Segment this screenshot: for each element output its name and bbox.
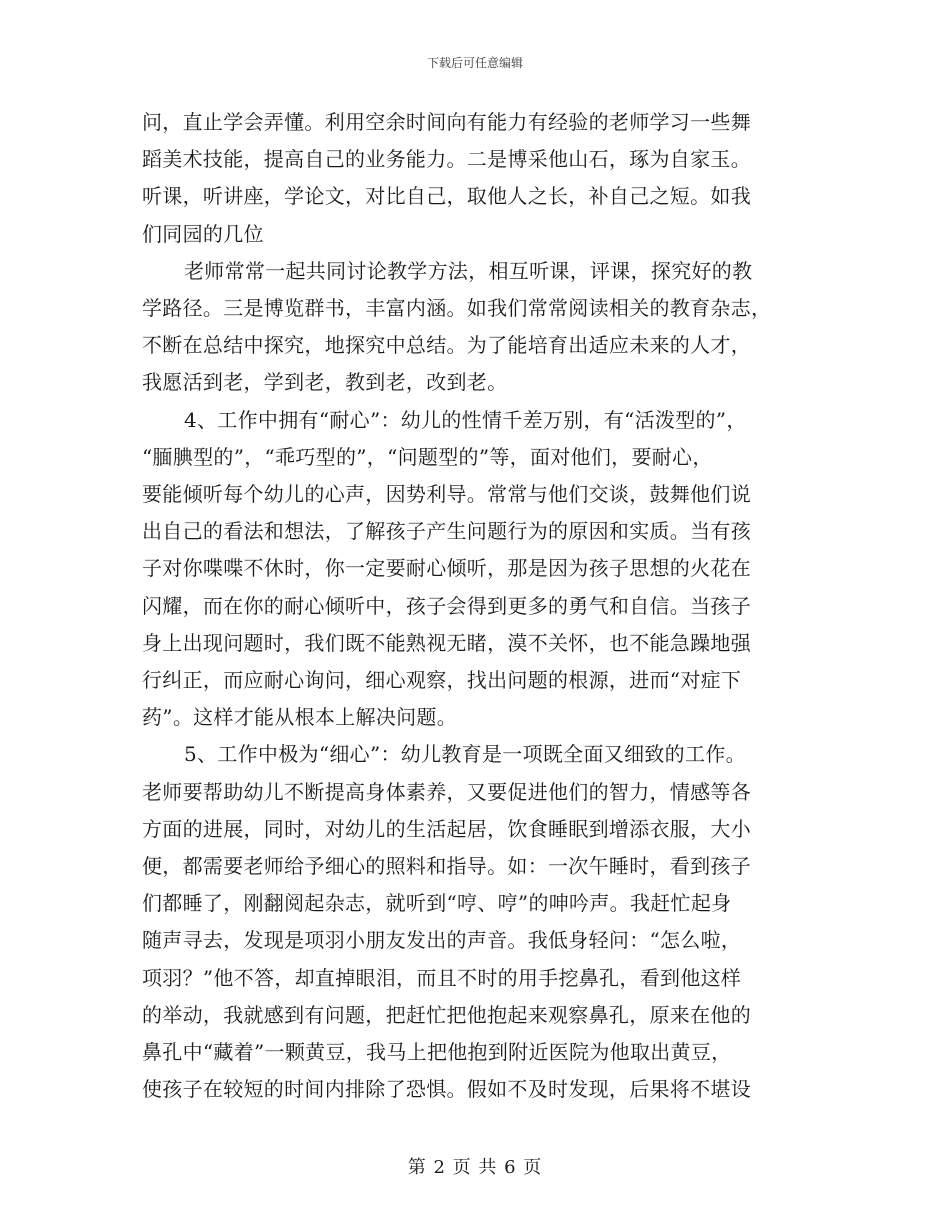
text-line: 听课，听讲座，学论文，对比自己，取他人之长，补自己之短。如我 (142, 184, 751, 209)
text-line: 老师常常一起共同讨论教学方法，相互听课，评课，探究好的教 (184, 258, 753, 283)
text-line: 学路径。三是博览群书，丰富内涵。如我们常常阅读相关的教育杂志， (142, 296, 772, 321)
text-line: 5、工作中极为“细心”：幼儿教育是一项既全面又细致的工作。 (184, 742, 746, 767)
page-number-footer: 第 2 页 共 6 页 (407, 1157, 543, 1178)
page-header: 下载后可任意编辑 (426, 56, 523, 70)
document-body (142, 104, 822, 1108)
text-line: “腼腆型的”，“乖巧型的”，“问题型的”等，面对他们，要耐心， (142, 444, 713, 469)
text-line: 药”。这样才能从根本上解决问题。 (142, 705, 458, 730)
text-line: 身上出现问题时，我们既不能熟视无睹，漠不关怀，也不能急躁地强 (142, 630, 751, 655)
text-line: 闪耀，而在你的耐心倾听中，孩子会得到更多的勇气和自信。当孩子 (142, 593, 751, 618)
text-line: 便，都需要老师给予细心的照料和指导。如：一次午睡时，看到孩子 (142, 854, 751, 879)
text-line: 们同园的几位 (142, 221, 264, 246)
text-line: 问，直止学会弄懂。利用空余时间向有能力有经验的老师学习一些舞 (142, 110, 751, 134)
text-line: 鼻孔中“藏着”一颗黄豆，我马上把他抱到附近医院为他取出黄豆， (142, 1040, 732, 1065)
text-line: 项羽？”他不答，却直掉眼泪，而且不时的用手挖鼻孔，看到他这样 (142, 965, 742, 990)
paragraph-3 (142, 402, 822, 737)
text-line: 4、工作中拥有“耐心”：幼儿的性情千差万别，有“活泼型的”， (184, 407, 747, 432)
text-line: 出自己的看法和想法，了解孩子产生问题行为的原因和实质。当有孩 (142, 519, 751, 544)
text-line: 使孩子在较短的时间内排除了恐惧。假如不及时发现，后果将不堪设 (142, 1077, 751, 1102)
text-line: 子对你喋喋不休时，你一定要耐心倾听，那是因为孩子思想的火花在 (142, 556, 751, 581)
text-line: 我愿活到老，学到老，教到老，改到老。 (142, 370, 508, 395)
paragraph-2 (142, 253, 822, 402)
text-line: 随声寻去，发现是项羽小朋友发出的声音。我低身轻问：“怎么啦， (142, 928, 742, 953)
text-line: 蹈美术技能，提高自己的业务能力。二是博采他山石，琢为自家玉。 (142, 147, 751, 172)
text-line: 不断在总结中探究，地探究中总结。为了能培育出适应未来的人才， (142, 333, 751, 358)
text-line: 要能倾听每个幼儿的心声，因势利导。常常与他们交谈，鼓舞他们说 (142, 482, 751, 507)
text-line: 老师要帮助幼儿不断提高身体素养，又要促进他们的智力，情感等各 (142, 779, 751, 804)
paragraph-4 (142, 736, 822, 1108)
text-line: 行纠正，而应耐心询问，细心观察，找出问题的根源，进而“对症下 (142, 668, 742, 693)
paragraph-1 (142, 104, 822, 253)
text-line: 方面的进展，同时，对幼儿的生活起居，饮食睡眠到增添衣服，大小 (142, 816, 751, 841)
text-line: 们都睡了，刚翻阅起杂志，就听到“哼、哼”的呻吟声。我赶忙起身 (142, 891, 732, 916)
text-line: 的举动，我就感到有问题，把赶忙把他抱起来观察鼻孔，原来在他的 (142, 1002, 751, 1027)
